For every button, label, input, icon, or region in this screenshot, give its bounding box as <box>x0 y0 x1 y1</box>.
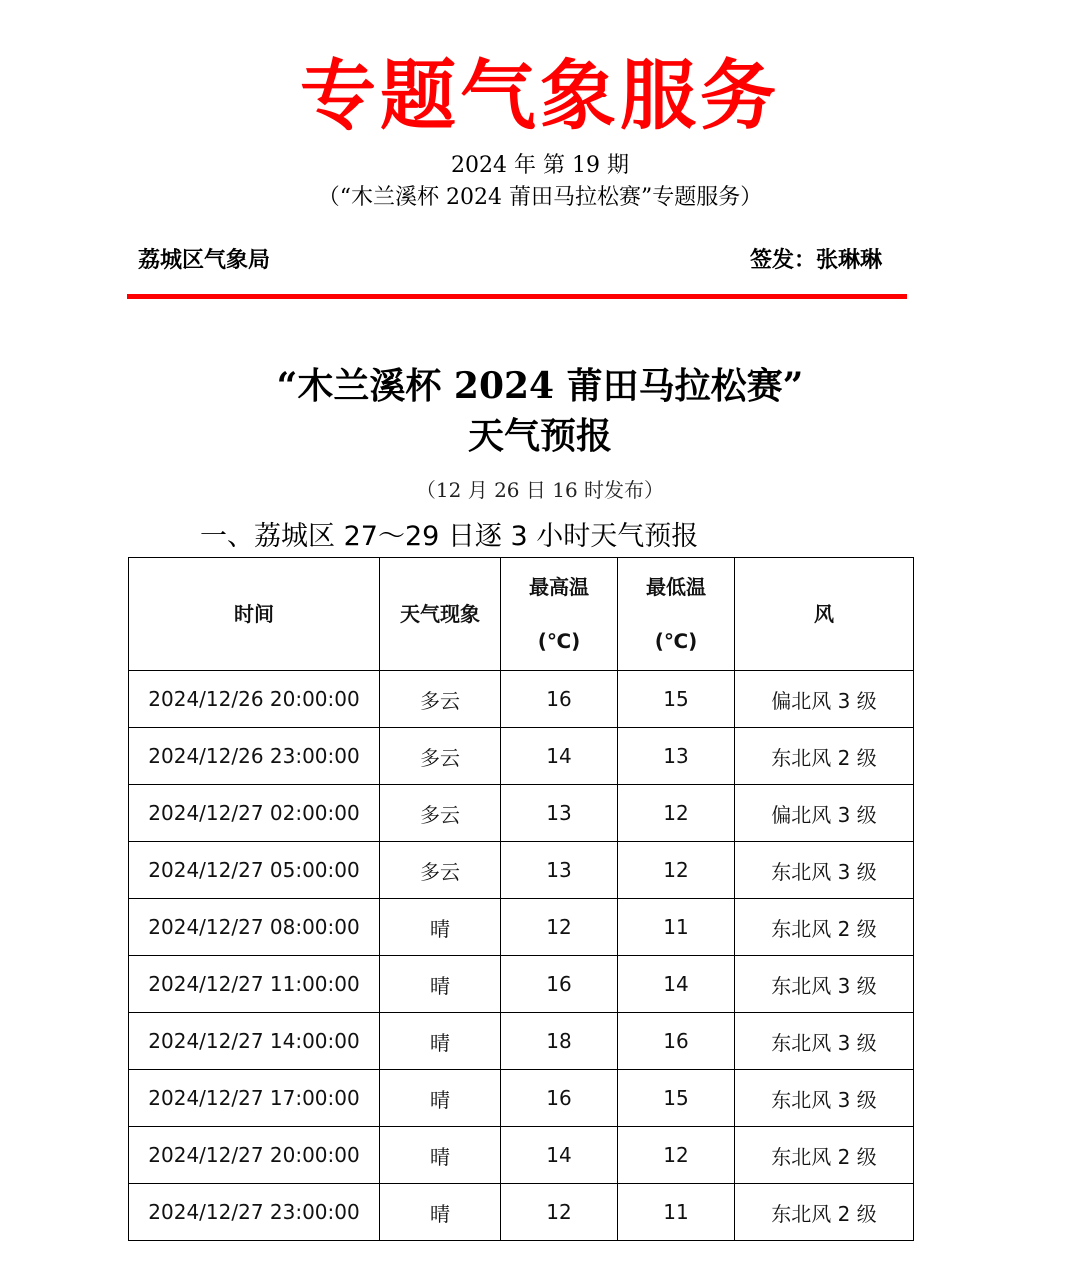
cell-max-temp: 13 <box>501 785 618 842</box>
issue-time: （12 月 26 日 16 时发布） <box>415 478 665 502</box>
cell-time: 2024/12/27 20:00:00 <box>129 1127 380 1184</box>
cell-wind: 东北风 2 级 <box>735 1184 914 1241</box>
document-title: “木兰溪杯 2024 莆田马拉松赛” <box>276 365 804 407</box>
red-divider <box>127 294 907 299</box>
cell-max-temp: 16 <box>501 956 618 1013</box>
header-max-temp <box>501 558 618 671</box>
header-weather-label: 天气现象 <box>400 602 480 626</box>
table-row <box>129 785 914 842</box>
cell-wind: 偏北风 3 级 <box>735 671 914 728</box>
document-title-line2: 天气预报 <box>467 415 612 457</box>
header-weather <box>380 558 501 671</box>
cell-min-temp: 16 <box>618 1013 735 1070</box>
cell-max-temp: 16 <box>501 671 618 728</box>
cell-time: 2024/12/27 05:00:00 <box>129 842 380 899</box>
cell-max-temp: 14 <box>501 1127 618 1184</box>
issuing-organization: 荔城区气象局 <box>138 247 271 273</box>
cell-max-temp: 12 <box>501 1184 618 1241</box>
cell-time: 2024/12/27 14:00:00 <box>129 1013 380 1070</box>
cell-time: 2024/12/26 23:00:00 <box>129 728 380 785</box>
cell-time: 2024/12/27 11:00:00 <box>129 956 380 1013</box>
cell-weather: 多云 <box>380 785 501 842</box>
cell-time: 2024/12/27 08:00:00 <box>129 899 380 956</box>
header-min-temp <box>618 558 735 671</box>
cell-wind: 东北风 3 级 <box>735 842 914 899</box>
table-row <box>129 1070 914 1127</box>
table-row <box>129 728 914 785</box>
cell-min-temp: 15 <box>618 671 735 728</box>
header-min-temp-stack <box>618 573 734 655</box>
cell-min-temp: 13 <box>618 728 735 785</box>
cell-wind: 东北风 3 级 <box>735 956 914 1013</box>
cell-wind: 东北风 2 级 <box>735 899 914 956</box>
cell-weather: 晴 <box>380 1070 501 1127</box>
cell-max-temp: 13 <box>501 842 618 899</box>
cell-max-temp: 12 <box>501 899 618 956</box>
table-row <box>129 1013 914 1070</box>
header-max-temp-label: 最高温 <box>529 575 589 599</box>
cell-wind: 偏北风 3 级 <box>735 785 914 842</box>
signer: 签发：张琳琳 <box>749 247 882 273</box>
header-max-temp-stack <box>501 573 617 655</box>
cell-weather: 晴 <box>380 1127 501 1184</box>
cell-wind: 东北风 2 级 <box>735 728 914 785</box>
cell-weather: 晴 <box>380 1184 501 1241</box>
section-heading: 一、荔城区 27～29 日逐 3 小时天气预报 <box>200 521 699 552</box>
masthead-title: 专题气象服务 <box>300 51 780 140</box>
cell-min-temp: 11 <box>618 899 735 956</box>
cell-time: 2024/12/26 20:00:00 <box>129 671 380 728</box>
cell-wind: 东北风 2 级 <box>735 1127 914 1184</box>
cell-weather: 晴 <box>380 956 501 1013</box>
header-time <box>129 558 380 671</box>
cell-time: 2024/12/27 23:00:00 <box>129 1184 380 1241</box>
table-row <box>129 1184 914 1241</box>
cell-weather: 晴 <box>380 1013 501 1070</box>
cell-weather: 晴 <box>380 899 501 956</box>
header-min-temp-label: 最低温 <box>646 575 706 599</box>
table-header-row <box>129 558 914 671</box>
cell-min-temp: 12 <box>618 842 735 899</box>
cell-min-temp: 15 <box>618 1070 735 1127</box>
cell-min-temp: 11 <box>618 1184 735 1241</box>
table-row <box>129 842 914 899</box>
table-row <box>129 899 914 956</box>
table-row <box>129 956 914 1013</box>
service-subtitle: （“木兰溪杯 2024 莆田马拉松赛”专题服务） <box>317 185 763 210</box>
cell-wind: 东北风 3 级 <box>735 1070 914 1127</box>
cell-max-temp: 14 <box>501 728 618 785</box>
issue-number: 2024 年 第 19 期 <box>451 153 629 178</box>
cell-min-temp: 12 <box>618 1127 735 1184</box>
cell-weather: 多云 <box>380 671 501 728</box>
header-max-temp-unit: (℃) <box>537 629 581 653</box>
cell-min-temp: 14 <box>618 956 735 1013</box>
cell-time: 2024/12/27 02:00:00 <box>129 785 380 842</box>
header-wind-label: 风 <box>814 602 834 626</box>
cell-max-temp: 18 <box>501 1013 618 1070</box>
header-meta-row <box>138 244 882 276</box>
header-wind <box>735 558 914 671</box>
cell-min-temp: 12 <box>618 785 735 842</box>
table-row <box>129 1127 914 1184</box>
forecast-table <box>128 557 914 1241</box>
cell-max-temp: 16 <box>501 1070 618 1127</box>
cell-wind: 东北风 3 级 <box>735 1013 914 1070</box>
table-row <box>129 671 914 728</box>
cell-weather: 多云 <box>380 842 501 899</box>
header-min-temp-unit: (℃) <box>654 629 698 653</box>
cell-time: 2024/12/27 17:00:00 <box>129 1070 380 1127</box>
header-time-label: 时间 <box>234 602 274 626</box>
cell-weather: 多云 <box>380 728 501 785</box>
